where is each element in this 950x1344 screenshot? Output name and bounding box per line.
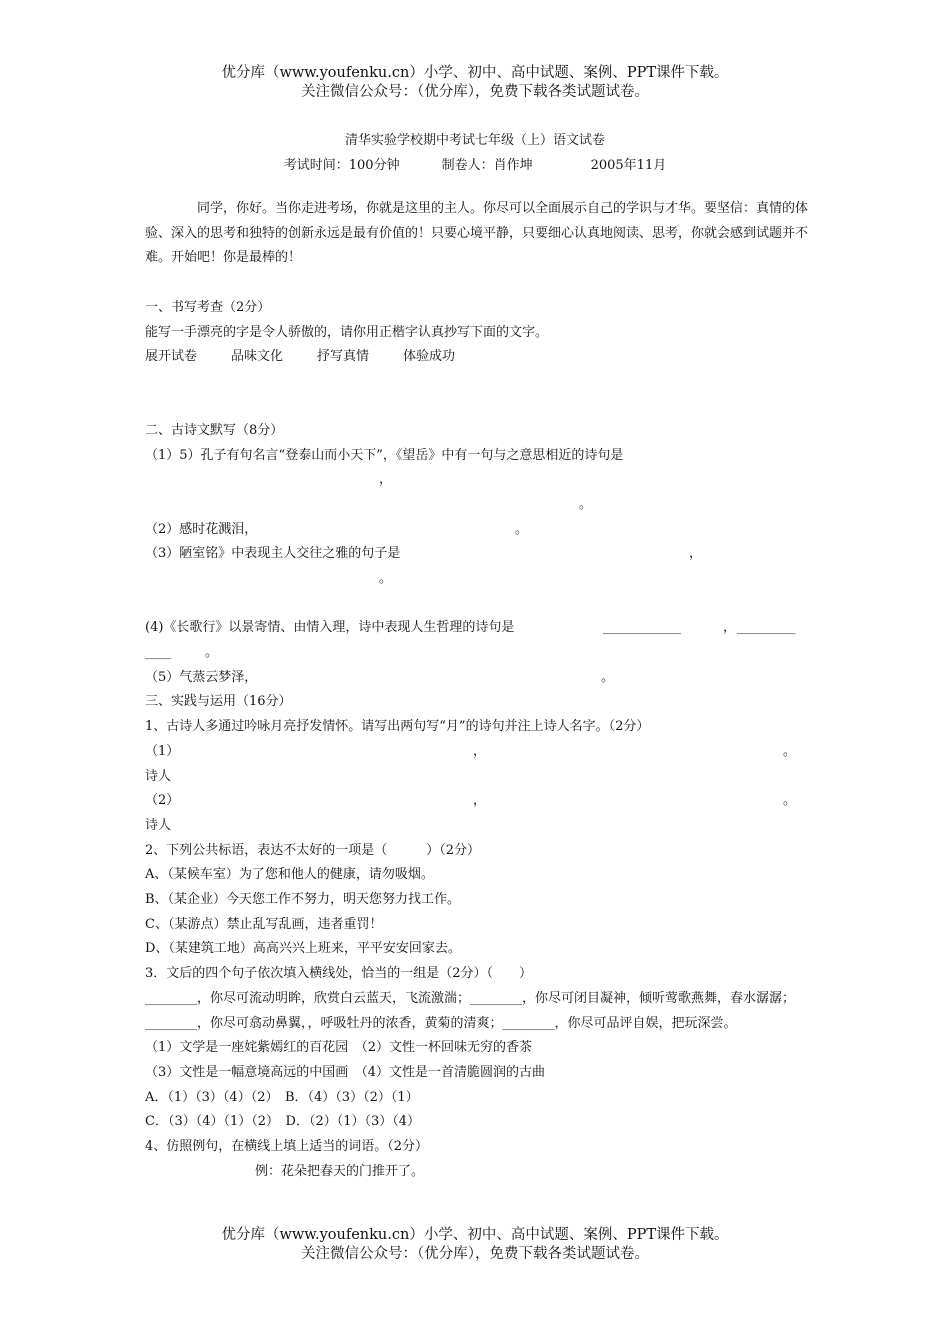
s2-q4 — [145, 616, 810, 641]
s2-q3 — [145, 542, 810, 567]
exam-author: 制卷人：肖作坤 — [441, 158, 533, 173]
exam-time: 考试时间：100分钟 — [283, 158, 400, 173]
s3-q3-sentences-2: （3）文性是一幅意境高远的中国画 （4）文性是一首清脆圆润的古曲 — [145, 1065, 546, 1080]
header-line-1: 优分库（www.youfenku.cn）小学、初中、高中试题、案例、PPT课件下载。 — [221, 65, 729, 81]
exam-body — [145, 197, 810, 1185]
s2-q2-text: （2）感时花溅泪， — [145, 521, 258, 537]
s3-q1-period-1: 。 — [783, 743, 797, 759]
s2-q4-text: (4)《长歌行》以景寄情、由情入理，诗中表现人生哲理的诗句是 — [145, 620, 515, 636]
header-line-2: 关注微信公众号：（优分库），免费下载各类试题试卷。 — [301, 84, 649, 100]
s3-q2-option-a: A、（某候车室）为了您和他人的健康，请勿吸烟。 — [145, 867, 434, 883]
s2-q5 — [145, 666, 810, 691]
s3-q4-example: 例：花朵把春天的门推开了。 — [255, 1163, 425, 1179]
phrase-3: 抒写真情 — [317, 349, 370, 365]
s2-q3-blank — [145, 567, 810, 592]
s2-q5-period: 。 — [601, 669, 615, 685]
phrase-2: 品味文化 — [231, 349, 284, 365]
s3-q3-passage: ________，你尽可流动明眸，欣赏白云蓝天，飞流激湍；________，你尽可闭目凝神，倾听莺歌燕舞，春水潺潺；________，你尽可翕动鼻翼，，呼吸牡丹的浓香，黄菊的清爽；________，你尽可品评自娱，把玩深尝。 — [145, 990, 796, 1031]
s3-q3-options-cd: C．（3）（4）（1）（2） D．（2）（1）（3）（4） — [145, 1114, 421, 1130]
s2-q3-period: 。 — [379, 571, 393, 587]
s2-q4-sep: ， — [723, 620, 737, 636]
s2-q4-blank-b: _________ — [737, 620, 796, 636]
s3-q2: 2、下列公共标语，表达不太好的一项是（ ）（2分） — [145, 842, 481, 858]
s2-q3-text: （3）陋室铭》中表现主人交往之雅的句子是 — [145, 546, 401, 562]
s3-q1-period-2: 。 — [783, 793, 797, 809]
intro-paragraph: 同学，你好。当你走进考场，你就是这里的主人。你尽可以全面展示自己的学识与才华。要坚信：真情的体验、深入的思考和独特的创新永远是最有价值的！只要心境平静，只要细心认真地阅读、思考，你就会感到试题并不难。开始吧！你是最棒的！ — [145, 201, 809, 266]
s3-q2-option-d: D、（某建筑工地）高高兴兴上班来，平平安安回家去。 — [145, 941, 461, 957]
s2-q2-period: 。 — [515, 521, 529, 537]
s3-q1-label-2: （2） — [145, 793, 180, 809]
s2-q4-cont — [145, 641, 810, 666]
exam-title-block — [0, 128, 950, 178]
s2-q1-blank-2 — [145, 493, 810, 518]
page-header — [0, 64, 950, 102]
s3-q1-item-1 — [145, 740, 810, 765]
s2-q4-blank-c: ____ — [145, 645, 171, 661]
s3-q4: 4、仿照例句，在横线上填上适当的词语。（2分） — [145, 1139, 429, 1155]
exam-date: 2005年11月 — [590, 158, 667, 173]
footer-line-1: 优分库（www.youfenku.cn）小学、初中、高中试题、案例、PPT课件下载。 — [221, 1227, 729, 1243]
s3-q2-option-b: B、（某企业）今天您工作不努力，明天您努力找工作。 — [145, 892, 461, 908]
phrase-1: 展开试卷 — [145, 349, 198, 365]
s3-q3-sentences-1: （1）文学是一座姹紫嫣红的百花园 （2）文性一杯回味无穷的香茶 — [145, 1040, 533, 1056]
page-footer — [0, 1226, 950, 1264]
s3-q1-comma-2: ， — [473, 793, 487, 809]
s2-q2 — [145, 518, 810, 543]
exam-title: 清华实验学校期中考试七年级（上）语文试卷 — [344, 133, 605, 148]
s2-q1-period: 。 — [579, 496, 593, 512]
s3-q3-options-ab: A．（1）（3）（4）（2） B．（4）（3）（2）（1） — [145, 1089, 419, 1105]
s3-q1: 1、古诗人多通过吟咏月亮抒发情怀。请写出两句写“月”的诗句并注上诗人名字。（2分） — [145, 719, 650, 735]
s2-q3-comma: ， — [689, 546, 703, 562]
s2-q1-comma: ， — [379, 472, 393, 488]
s3-q1-label-1: （1） — [145, 743, 180, 759]
section1-instruction: 能写一手漂亮的字是令人骄傲的，请你用正楷字认真抄写下面的文字。 — [145, 324, 549, 340]
s3-q3: 3．文后的四个句子依次填入横线处，恰当的一组是（2分）（ ） — [145, 966, 533, 982]
s3-q1-comma-1: ， — [473, 743, 487, 759]
s2-q5-text: （5）气蒸云梦泽， — [145, 669, 258, 685]
phrase-4: 体验成功 — [403, 349, 456, 365]
s2-q4-blank-a: ____________ — [603, 620, 681, 636]
s2-q1-blank-1 — [145, 468, 810, 493]
s3-q1-item-2 — [145, 789, 810, 814]
s3-q1-poet-2: 诗人 — [145, 817, 172, 833]
footer-line-2: 关注微信公众号：（优分库），免费下载各类试题试卷。 — [301, 1246, 649, 1262]
s3-q1-poet-1: 诗人 — [145, 768, 172, 784]
s2-q1: （1）5）孔子有句名言“登泰山而小天下”，《望岳》中有一句与之意思相近的诗句是 — [145, 447, 624, 463]
section2-heading: 二、古诗文默写（8分） — [145, 422, 284, 438]
exam-info — [0, 153, 950, 178]
section3-heading: 三、实践与运用（16分） — [145, 694, 292, 710]
section1-heading: 一、书写考查（2分） — [145, 299, 271, 315]
s2-q4-period: 。 — [205, 645, 219, 661]
copy-phrases — [145, 345, 810, 370]
s3-q2-option-c: C、（某游点）禁止乱写乱画，违者重罚！ — [145, 916, 383, 932]
